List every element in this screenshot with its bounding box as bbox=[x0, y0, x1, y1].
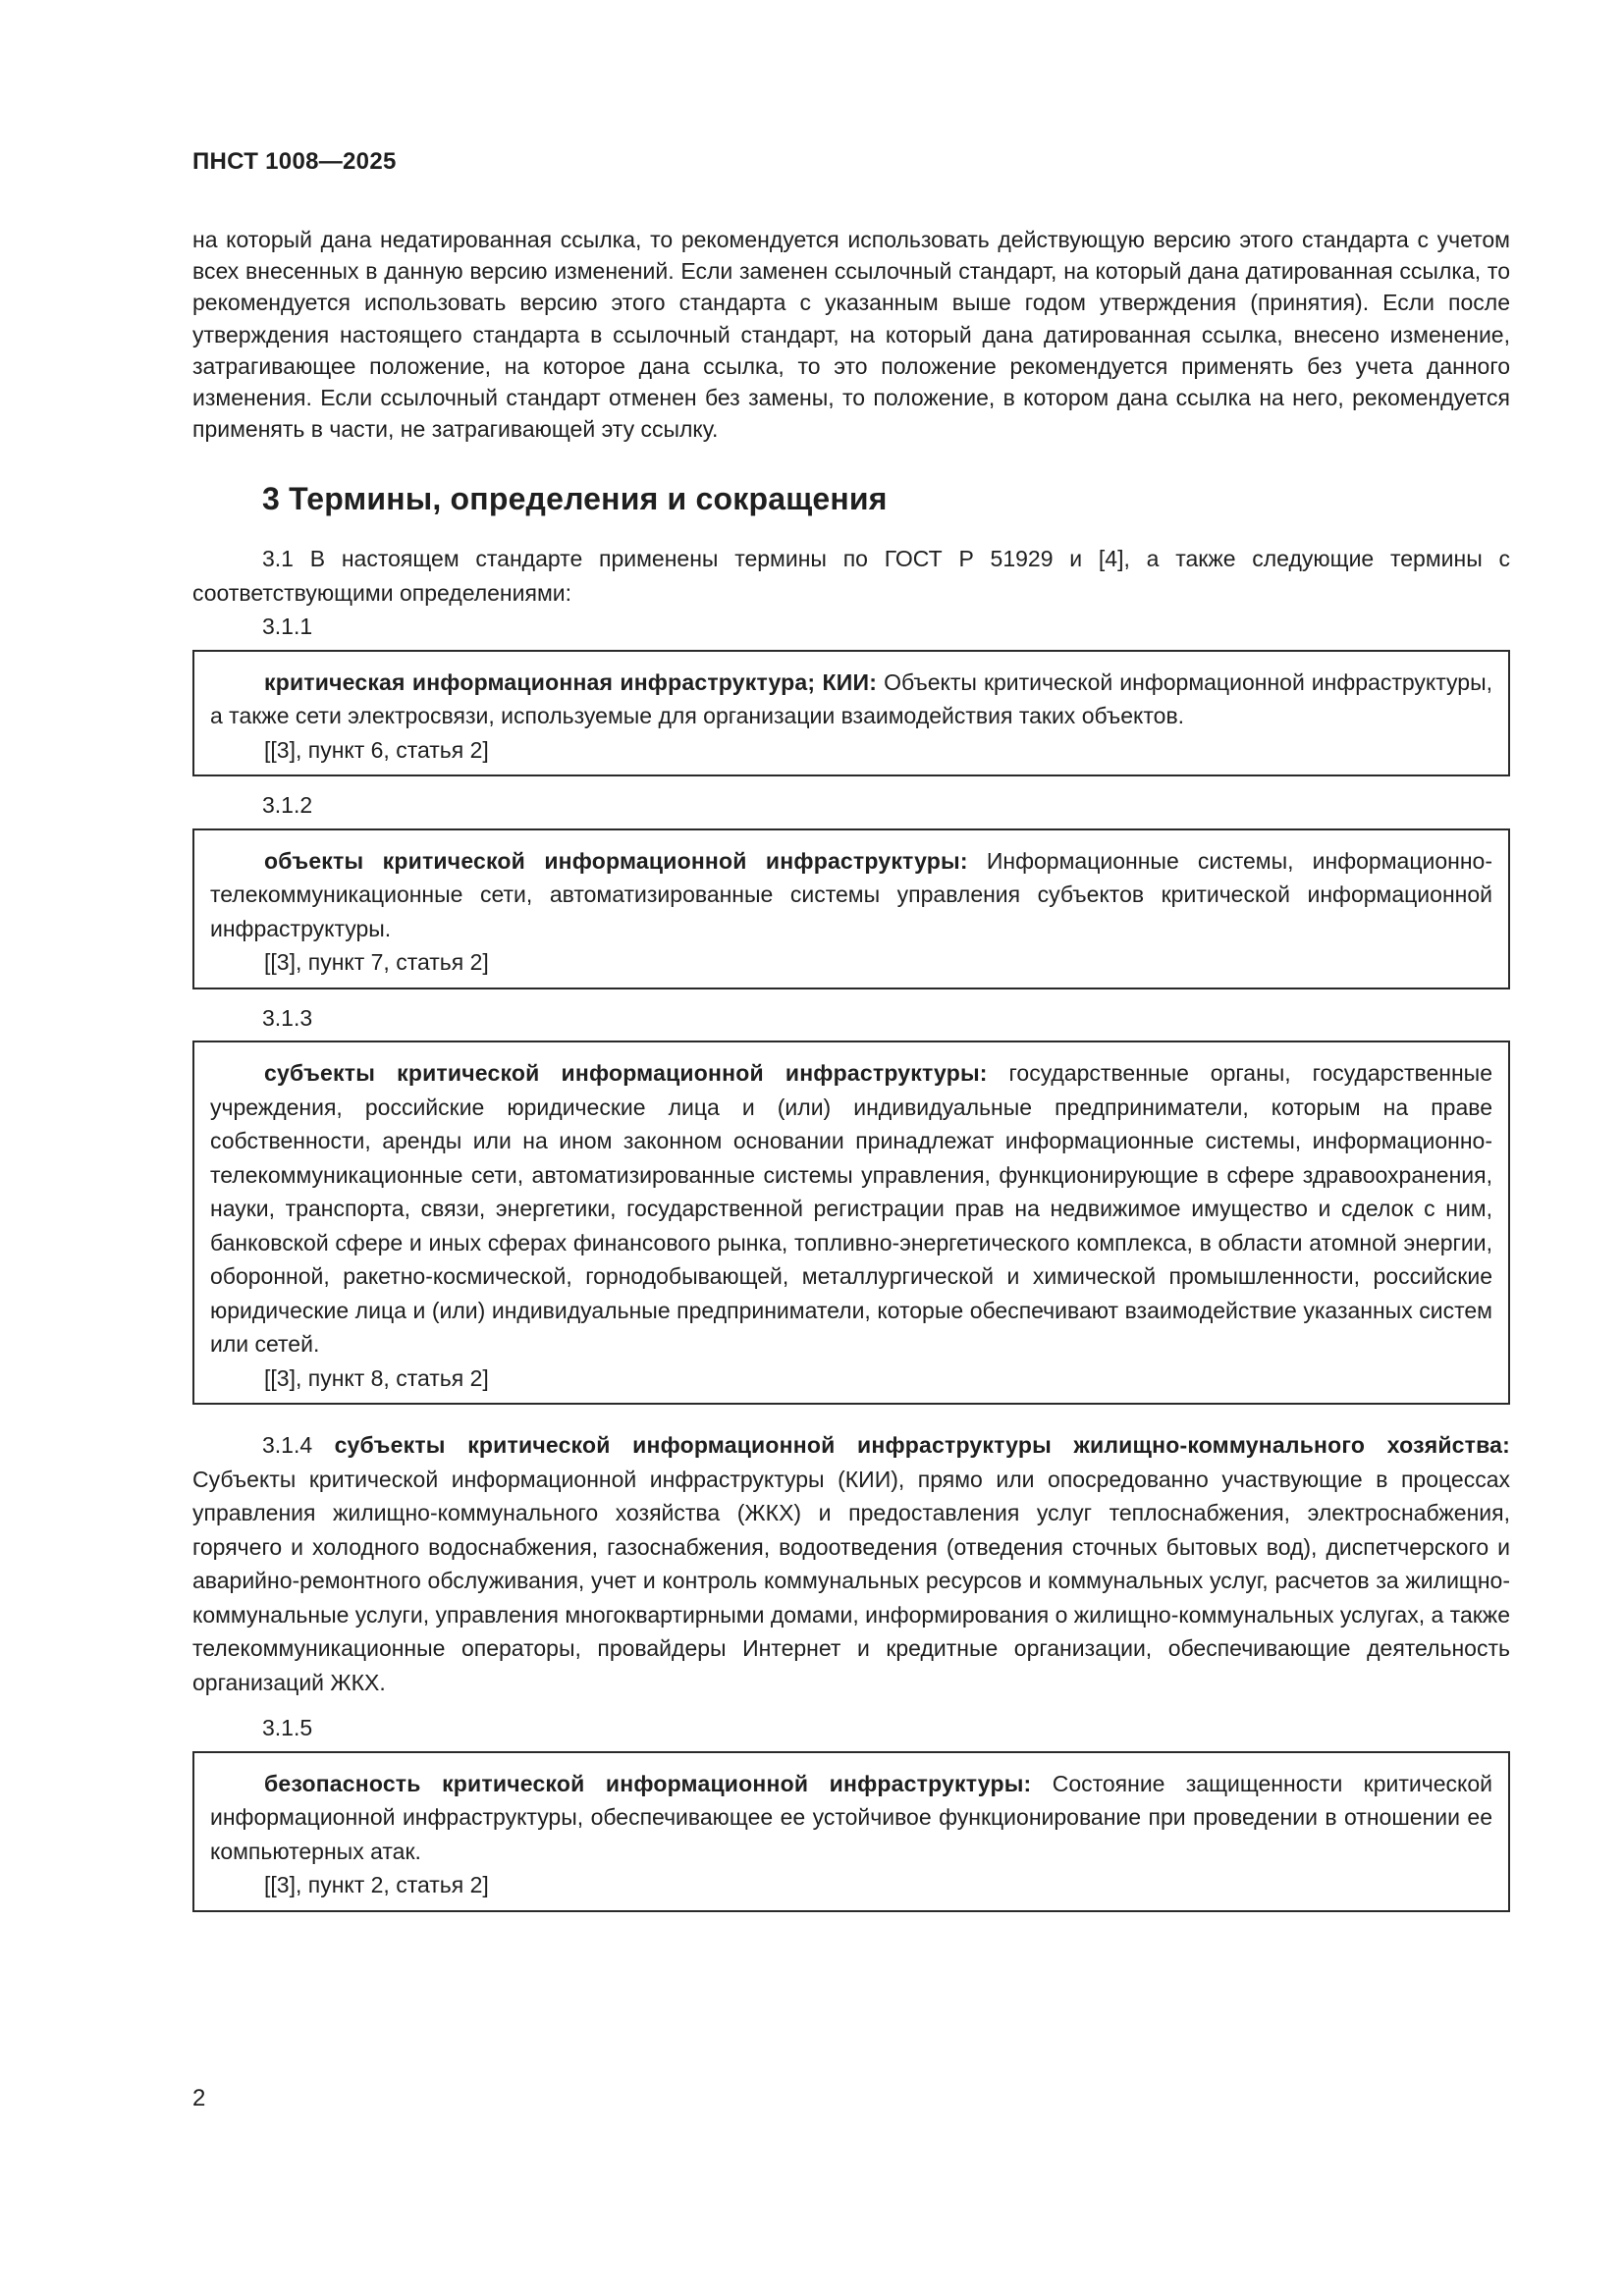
document-code-header: ПНСТ 1008—2025 bbox=[192, 148, 397, 175]
term-name: объекты критической информационной инфраструктуры: bbox=[264, 847, 968, 874]
term-text: Состояние защищенности критической информационной инфраструктуры, обеспечивающее ее устойчивое функционирование при проведении в отношении ее компьютерных атак. bbox=[210, 1770, 1492, 1864]
term-source: [[3], пункт 7, статья 2] bbox=[264, 949, 489, 975]
term-name: безопасность критической информационной инфраструктуры: bbox=[264, 1770, 1032, 1796]
intro-text: на который дана недатированная ссылка, то рекомендуется использовать действующую версию этого стандарта с учетом всех внесенных в данную версию изменений. Если заменен ссылочный стандарт, на который дана датированная ссылка, то рекомендуется использовать версию этого стандарта с указанным выше годом утверждения (принятия). Если после утверждения настоящего стандарта в ссылочный стандарт, на который дана датированная ссылка, внесено изменение, затрагивающее положение, на которое дана ссылка, то это положение рекомендуется применять без учета данного изменения. Если ссылочный стандарт отменен без замены, то положение, в котором дана ссылка на него, рекомендуется применять в части, не затрагивающей эту ссылку. bbox=[192, 227, 1510, 443]
term-paragraph-3-1-4 bbox=[192, 1428, 1510, 1699]
term-number-3-1-1: 3.1.1 bbox=[262, 614, 313, 639]
section-body bbox=[192, 542, 1510, 1912]
term-number-3-1-4: 3.1.4 bbox=[262, 1432, 313, 1458]
term-definition bbox=[210, 1056, 1492, 1362]
term-name: критическая информационная инфраструктура; КИИ: bbox=[264, 668, 878, 695]
term-box-3-1-1 bbox=[192, 650, 1510, 777]
term-number-3-1-5: 3.1.5 bbox=[262, 1715, 313, 1740]
term-source: [[3], пункт 6, статья 2] bbox=[264, 736, 489, 763]
term-name: субъекты критической информационной инфраструктуры: bbox=[264, 1060, 988, 1086]
term-text: государственные органы, государственные учреждения, российские юридические лица и (или) индивидуальные предприниматели, которым на праве собственности, аренды или на ином законном основании принадлежат информационные системы, информационно-телекоммуникационные сети, автоматизированные системы управления, функционирующие в сфере здравоохранения, науки, транспорта, связи, энергетики, государственной регистрации прав на недвижимое имущество и сделок с ним, банковской сфере и иных сферах финансового рынка, топливно-энергетического комплекса, в области атомной энергии, оборонной, ракетно-космической, горнодобывающей, металлургической и химической промышленности, российские юридические лица и (или) индивидуальные предприниматели, которые обеспечивают взаимодействие указанных систем или сетей. bbox=[210, 1060, 1492, 1357]
term-definition bbox=[210, 1767, 1492, 1869]
term-text: Информационные системы, информационно-телекоммуникационные сети, автоматизированные системы управления субъектов критической информационной инфраструктуры. bbox=[210, 847, 1492, 941]
term-box-3-1-3 bbox=[192, 1041, 1510, 1405]
term-box-3-1-5 bbox=[192, 1751, 1510, 1912]
term-definition bbox=[210, 666, 1492, 733]
term-definition bbox=[210, 844, 1492, 946]
paragraph-3-1: 3.1 В настоящем стандарте применены термины по ГОСТ Р 51929 и [4], а также следующие термины с соответствующими определениями: bbox=[192, 546, 1510, 606]
term-box-3-1-2 bbox=[192, 828, 1510, 989]
page-number: 2 bbox=[192, 2085, 206, 2111]
term-text: Субъекты критической информационной инфраструктуры (КИИ), прямо или опосредованно участвующие в процессах управления жилищно-коммунального хозяйства (ЖКХ) и предоставления услуг теплоснабжения, электроснабжения, горячего и холодного водоснабжения, газоснабжения, водоотведения (отведения сточных бытовых вод), диспетчерского и аварийно-ремонтного обслуживания, учет и контроль коммунальных ресурсов и коммунальных услуг, расчетов за жилищно-коммунальные услуги, управления многоквартирными домами, информирования о жилищно-коммунальных услугах, а также телекоммуникационные операторы, провайдеры Интернет и кредитные организации, обеспечивающие деятельность организаций ЖКХ. bbox=[192, 1466, 1510, 1695]
section-title: 3 Термины, определения и сокращения bbox=[262, 481, 888, 516]
term-number-3-1-3: 3.1.3 bbox=[262, 1004, 313, 1031]
term-source: [[3], пункт 8, статья 2] bbox=[264, 1364, 489, 1391]
intro-paragraph bbox=[192, 224, 1510, 445]
term-number-3-1-2: 3.1.2 bbox=[262, 792, 313, 818]
term-name: субъекты критической информационной инфраструктуры жилищно-коммунального хозяйства: bbox=[334, 1432, 1511, 1458]
term-source: [[3], пункт 2, статья 2] bbox=[264, 1872, 489, 1897]
term-text: Объекты критической информационной инфраструктуры, а также сети электросвязи, используемые для организации взаимодействия таких объектов. bbox=[210, 668, 1492, 728]
